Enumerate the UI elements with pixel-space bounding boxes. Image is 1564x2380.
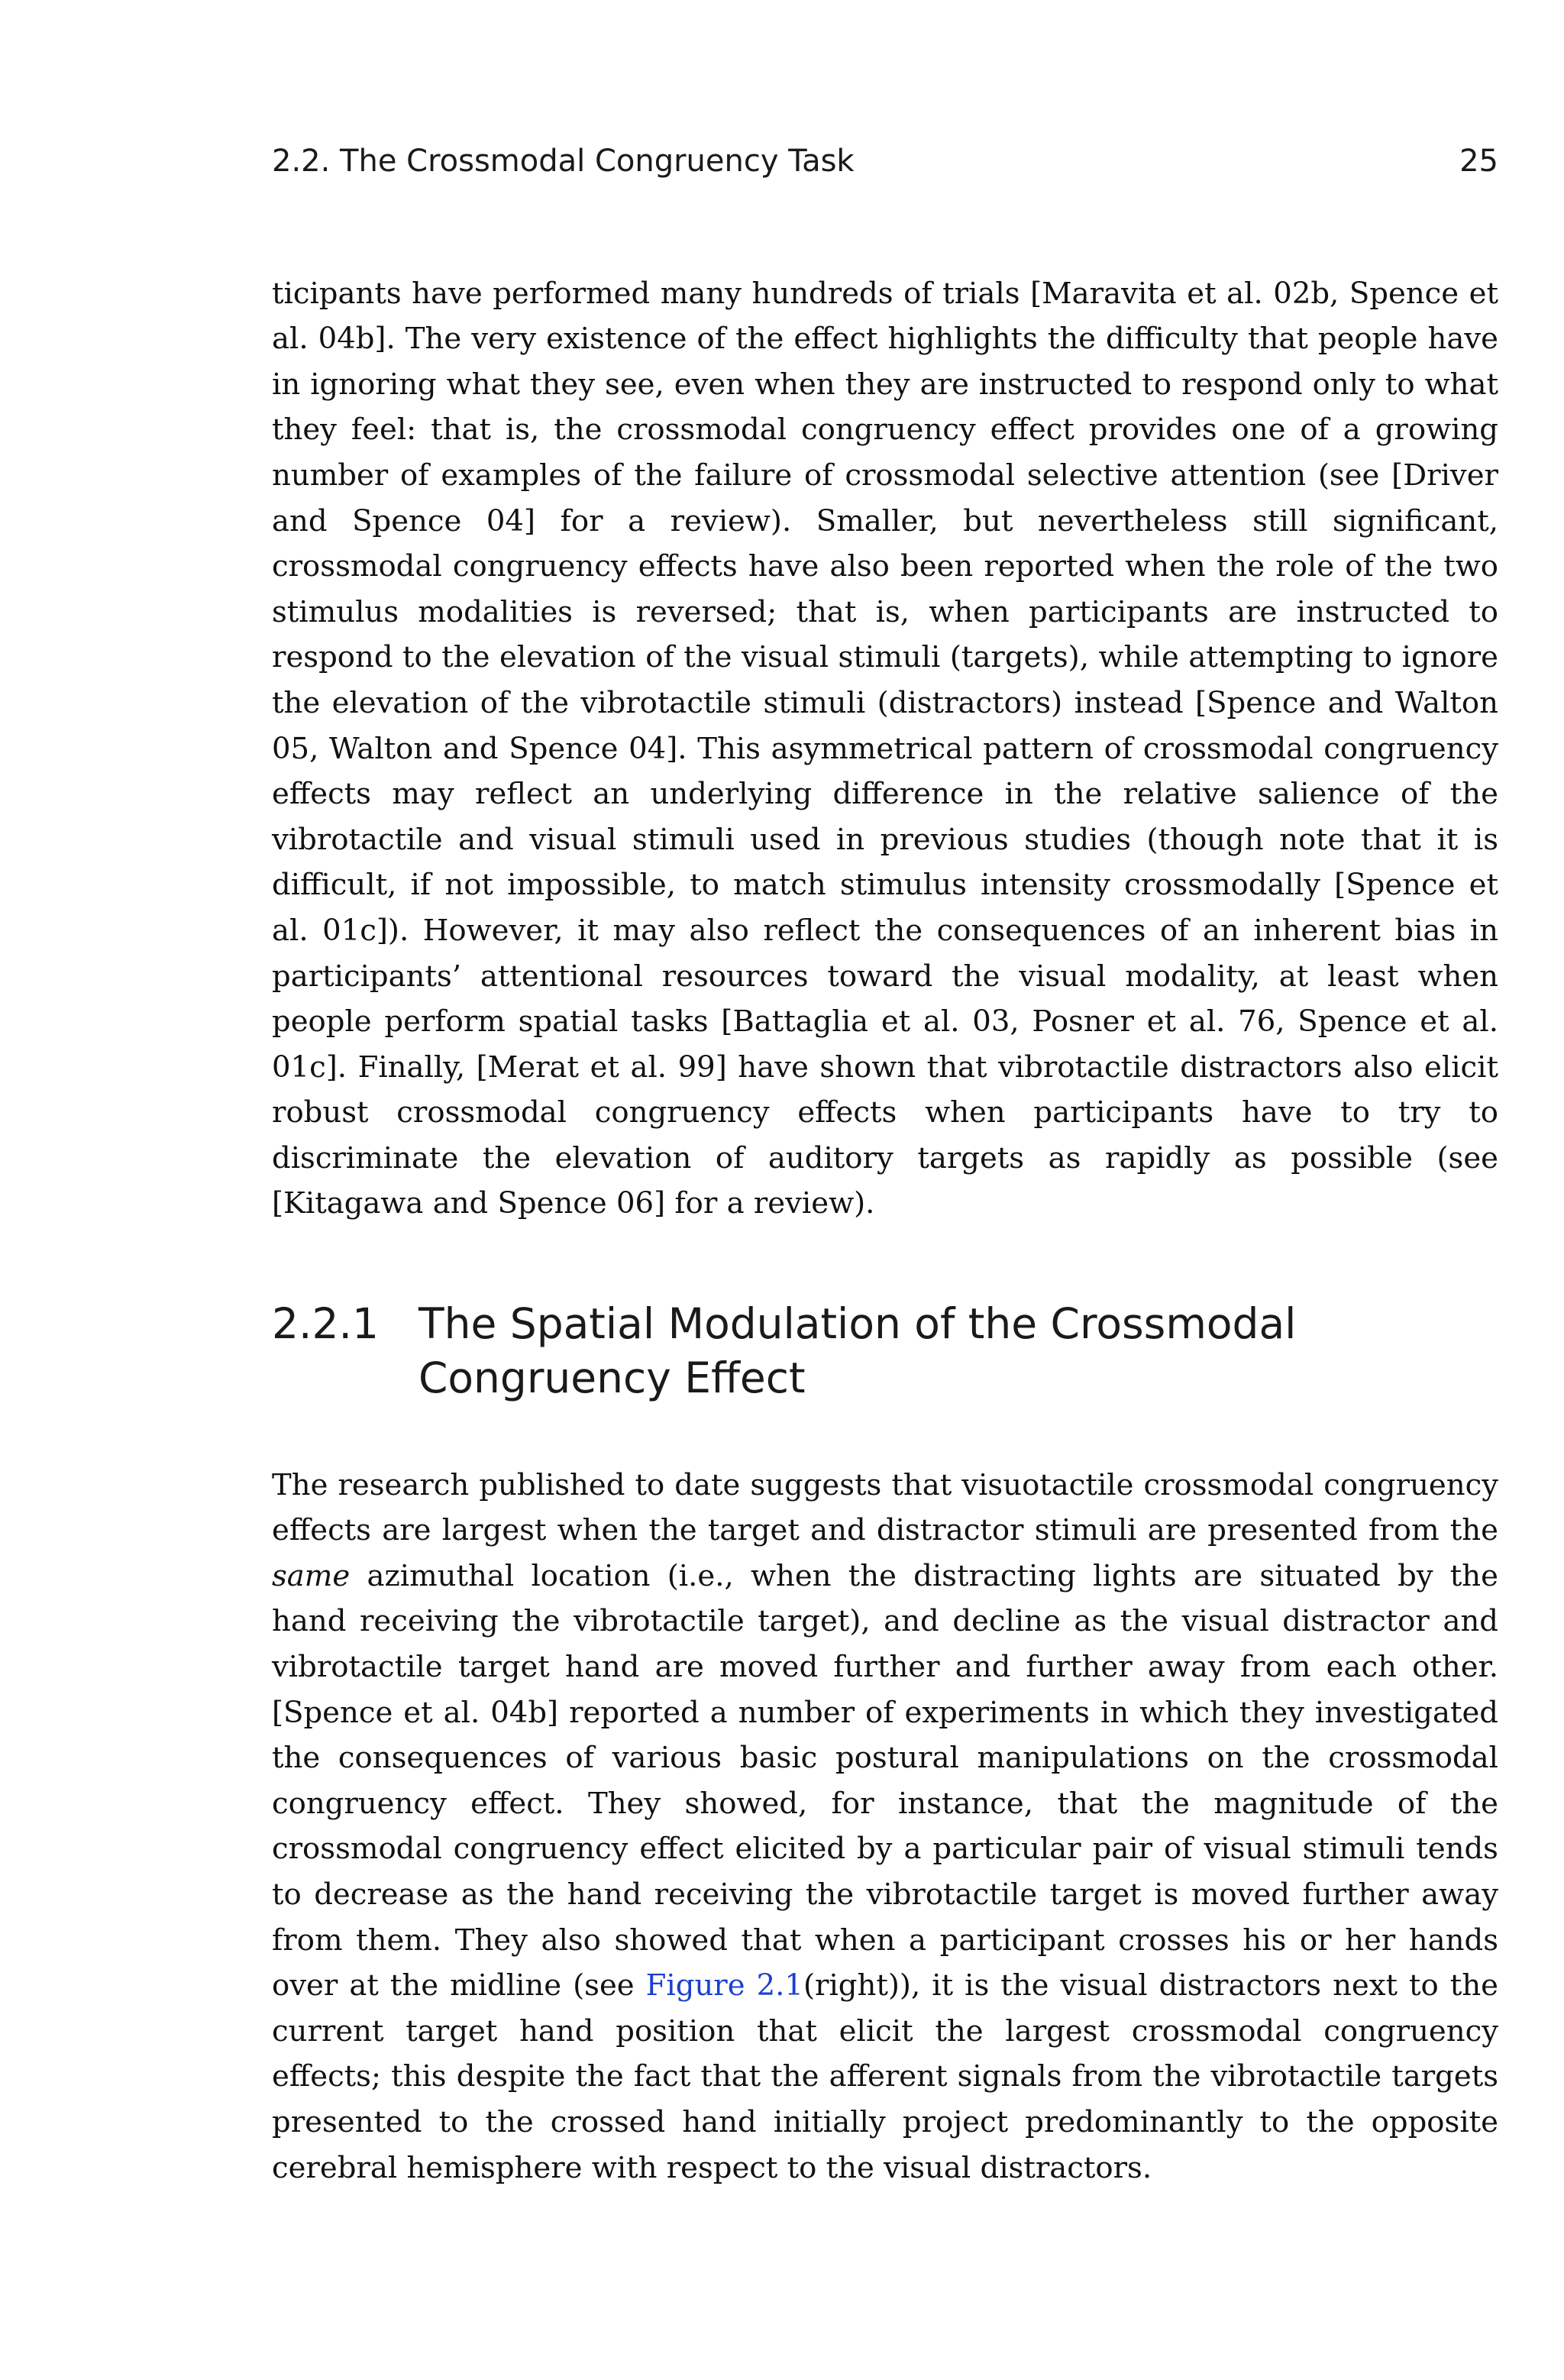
body-paragraph-2 bbox=[272, 1463, 1498, 2191]
section-title: The Spatial Modulation of the Crossmodal Congruency Effect bbox=[418, 1299, 1297, 1402]
figure-reference-link[interactable]: Figure 2.1 bbox=[645, 1968, 803, 2003]
running-title: 2.2. The Crossmodal Congruency Task bbox=[272, 144, 855, 179]
section-number: 2.2.1 bbox=[272, 1299, 379, 1348]
page-number: 25 bbox=[1459, 144, 1498, 179]
running-head bbox=[272, 144, 1498, 189]
paragraph-2-text-1: The research published to date suggests that visuotactile crossmodal congruency effects are largest when the target and distractor stimuli are presented from the bbox=[272, 1467, 1498, 1548]
section-heading bbox=[272, 1297, 1417, 1405]
body-paragraph-1: ticipants have performed many hundreds of trials [Maravita et al. 02b, Spence et al. 04b]. The very existence of the effect highlights the difficulty that people have in ignoring what they see, even when they are instructed to respond only to what they feel: that is, the crossmodal congruency effect provides one of a growing number of examples of the failure of crossmodal selective attention (see [Driver and Spence 04] for a review). Smaller, but nevertheless still significant, crossmodal congruency effects have also been reported when the role of the two stimulus modalities is reversed; that is, when participants are instructed to respond to the elevation of the visual stimuli (targets), while attempting to ignore the elevation of the vibrotactile stimuli (distractors) instead [Spence and Walton 05, Walton and Spence 04]. This asymmetrical pattern of crossmodal congruency effects may reflect an underlying difference in the relative salience of the vibrotactile and visual stimuli used in previous studies (though note that it is difficult, if not impossible, to match stimulus intensity crossmodally [Spence et al. 01c]). However, it may also reflect the consequences of an inherent bias in participants’ attentional resources toward the visual modality, at least when people perform spatial tasks [Battaglia et al. 03, Posner et al. 76, Spence et al. 01c]. Finally, [Merat et al. 99] have shown that vibrotactile distractors also elicit robust crossmodal congruency effects when participants have to try to discriminate the elevation of auditory targets as rapidly as possible (see [Kitagawa and Spence 06] for a review). bbox=[272, 276, 1498, 1221]
paragraph-2-text-3: (right)), it is the visual distractors next to the current target hand position that elicit the largest crossmodal congruency effects; this despite the fact that the afferent signals from the vibrotactile targets presented to the crossed hand initially project predominantly to the opposite cerebral hemisphere with respect to the visual distractors. bbox=[272, 1968, 1498, 2185]
emphasis-same: same bbox=[272, 1558, 351, 1593]
paragraph-2-text-2: azimuthal location (i.e., when the distracting lights are situated by the hand receiving the vibrotactile target), and decline as the visual distractor and vibrotactile target hand are moved further and further away from each other. [Spence et al. 04b] reported a number of experiments in which they investigated the consequences of various basic postural manipulations on the crossmodal congruency effect. They showed, for instance, that the magnitude of the crossmodal congruency effect elicited by a particular pair of visual stimuli tends to decrease as the hand receiving the vibrotactile target is moved further away from them. They also showed that when a participant crosses his or her hands over at the midline (see bbox=[272, 1558, 1498, 2003]
